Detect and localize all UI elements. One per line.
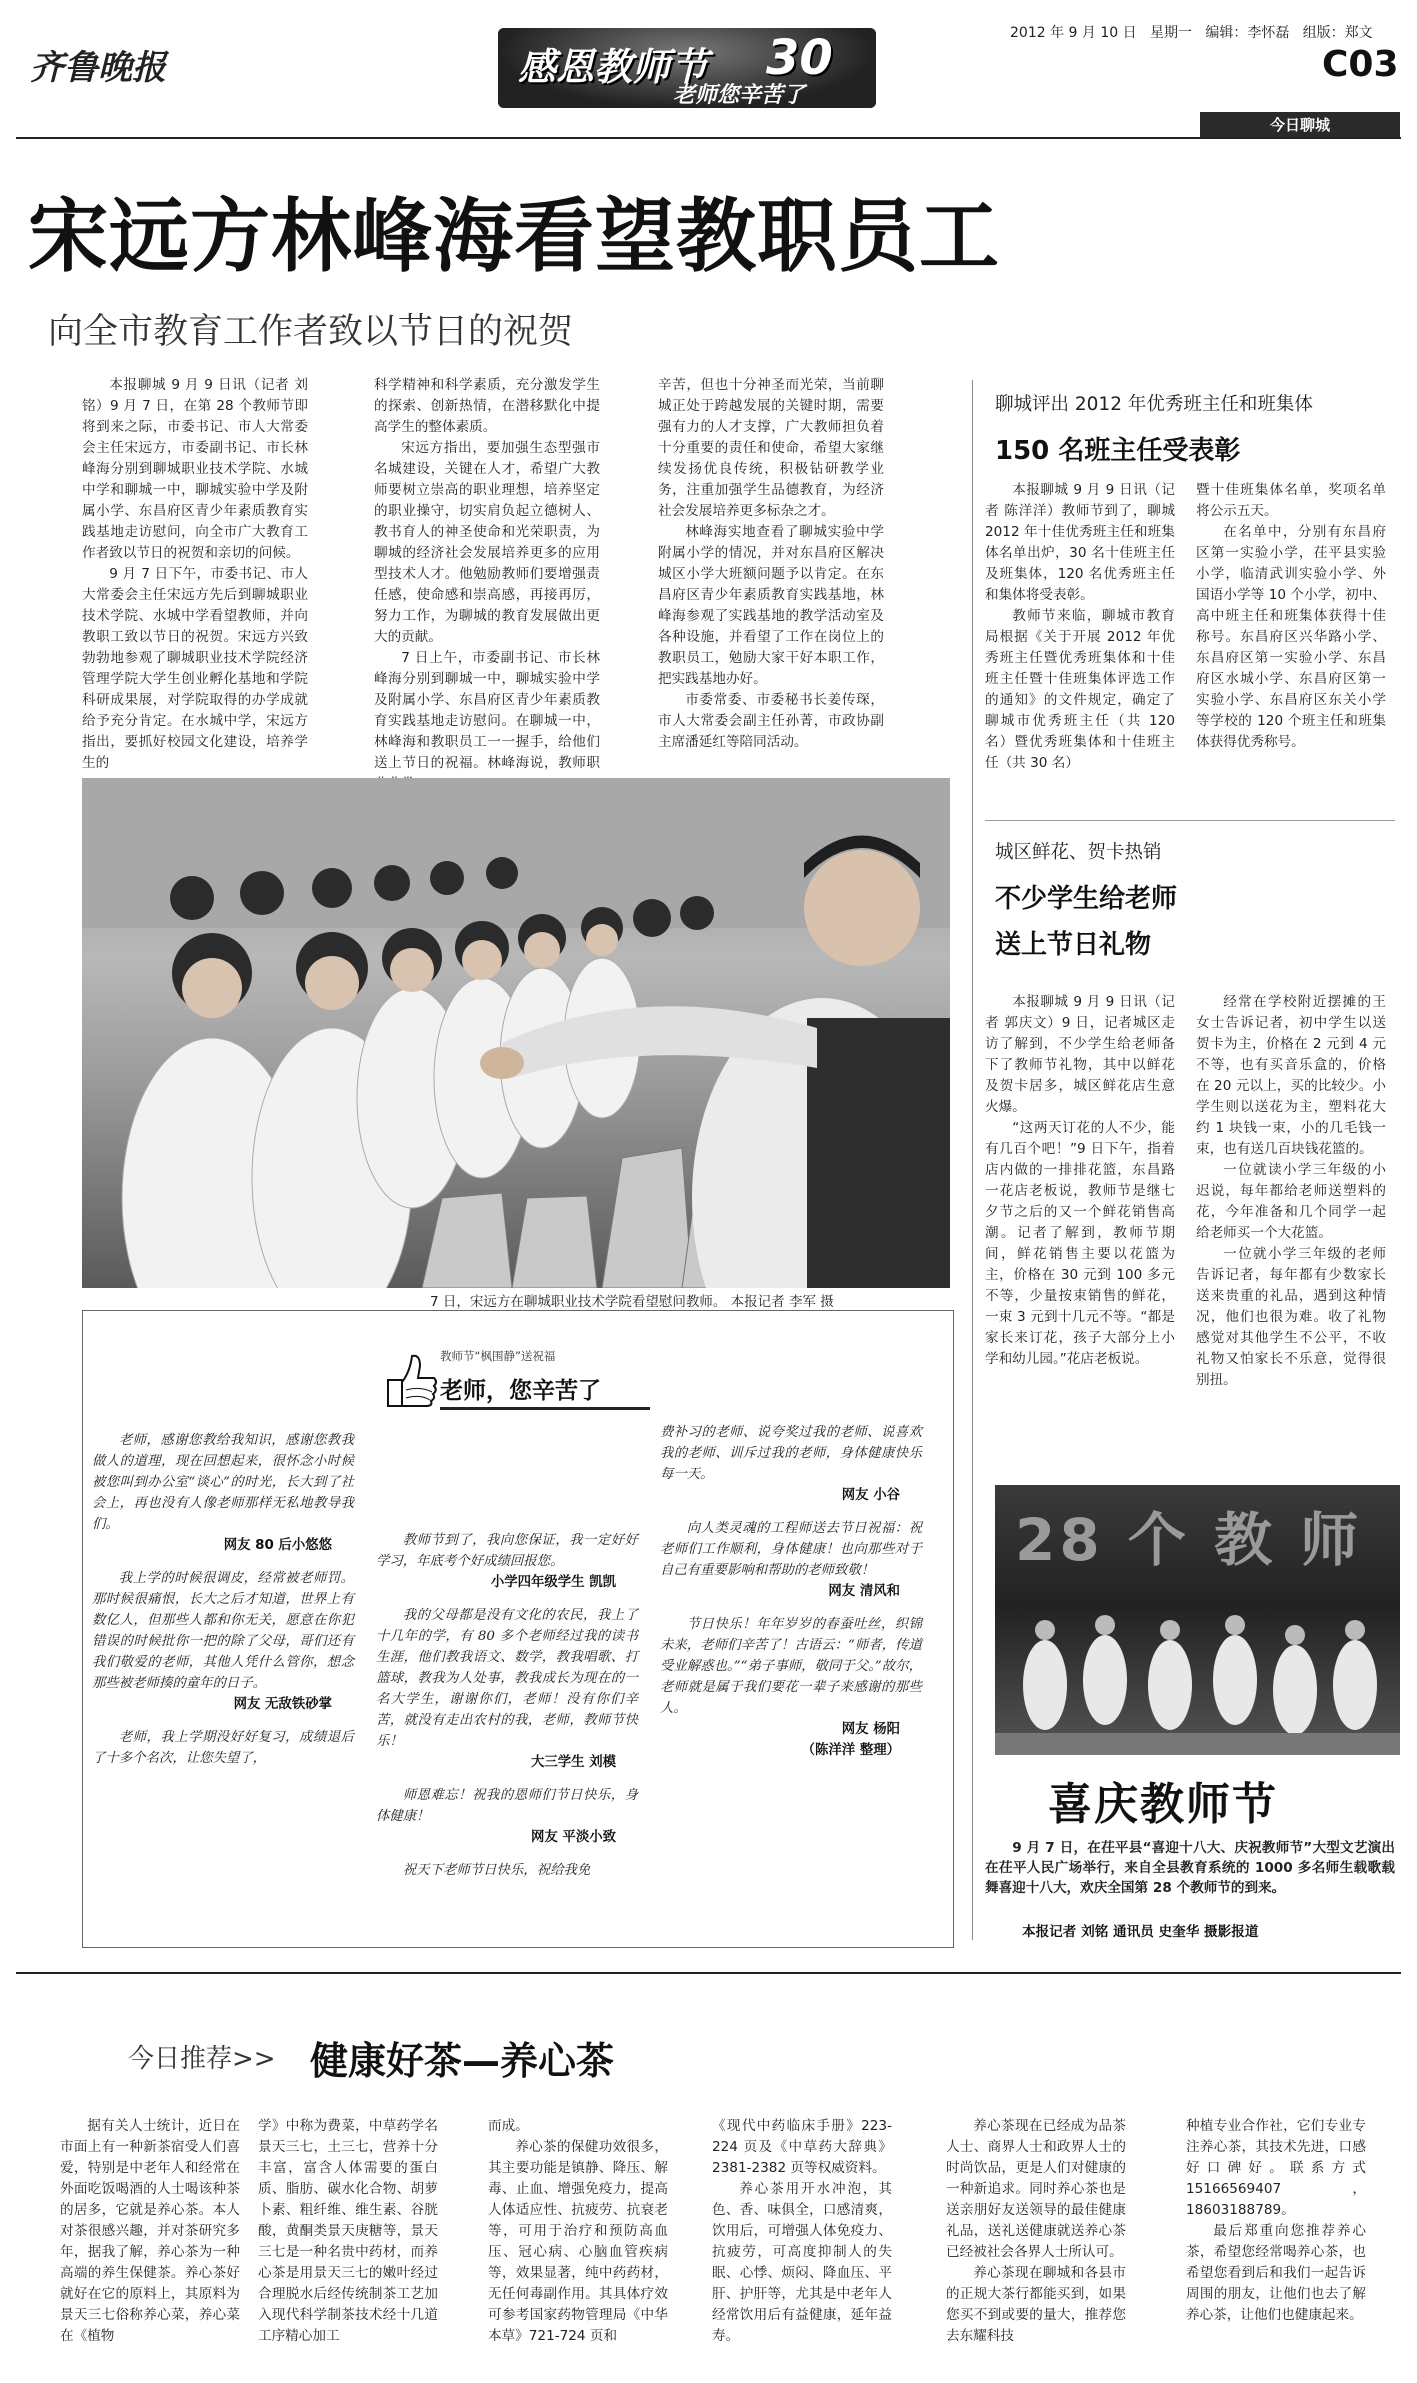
lead-photo: [82, 778, 950, 1288]
story-paragraph: “这两天订花的人不少，能有几百个吧！”9 日下午，指着店内做的一排排花篮，东昌路一花店老板说，教师节是继七夕节之后的又一个鲜花销售高潮。记者了解到，教师节期间，鲜花销售主要以花篮为主，价格在 30 元到 100 多元不等，少量按束销售的鲜花，一束 3 元到十几元不等。“都是家长来订花，孩子大部分上小学和幼儿园。”花店老板说。: [985, 1120, 1175, 1367]
story-paragraph: 经常在学校附近摆摊的王女士告诉记者，初中学生以送贺卡为主，价格在 2 元到 4 元不等，也有买音乐盒的，价格在 20 元以上，买的比较少。小学生则以送花为主，塑料花大约 1 块钱一束，小的几毛钱一束，也有送几百块钱花篮的。: [1196, 994, 1386, 1157]
lead-col-1: [82, 375, 308, 774]
tea-col-3: 而成。 养心茶的保健功效很多，其主要功能是镇静、降压、解毒、止血、增强免疫力，提高人体适应性、抗疲劳、抗衰老等，可用于治疗和预防高血压、冠心病、心脑血管疾病等，效果显著，纯中药药材，无任何毒副作用。其具体疗效可参考国家药物管理局《中华本草》721-724 页和: [488, 2118, 668, 2344]
lead-paragraph: 9 月 7 日下午，市委书记、市人大常委会主任宋远方先后到聊城职业技术学院、水城中学看望教师，并向教职工致以节日的祝贺。宋远方兴致勃勃地参观了聊城职业技术学院经济管理学院大学生创业孵化基地和学院科研成果展，对学院取得的办学成就给予充分肯定。在水城中学，宋远方指出，要抓好校园文化建设，培养学生的: [82, 566, 308, 771]
greeting-item: 祝天下老师节日快乐，祝给我免: [402, 1863, 591, 1878]
subheadline: 向全市教育工作者致以节日的祝贺: [48, 312, 574, 352]
tea-col-5: 养心茶现在已经成为品茶人士、商界人士和政界人士的时尚饮品，更是人们对健康的一种新追求。同时养心茶也是送亲朋好友送领导的最佳健康礼品，送礼送健康就送养心茶已经被社会各界人士所认可。 养心茶现在聊城和各县市的正规大茶行都能买到，如果您买不到或要的量大，推荐您去东耀科技: [946, 2118, 1126, 2344]
layout-credit: 组版：郑文: [1302, 25, 1373, 41]
lead-paragraph: 7 日上午，市委副书记、市长林峰海分别到聊城一中，聊城实验中学及附属小学、东昌府区青少年素质教育实践基地走访慰问。在聊城一中，林峰海和教职员工一一握手，给他们送上节日的祝福。林峰海说，教师职: [374, 650, 600, 771]
greetings-col-3: [660, 1422, 922, 1761]
story-paragraph: 本报聊城 9 月 9 日讯（记者 郭庆文）9 日，记者城区走访了解到，不少学生给老师备下了教师节礼物，其中以鲜花及贺卡居多，城区鲜花店生意火爆。: [985, 994, 1175, 1115]
story-paragraph: 9 月 7 日，在茌平县“喜迎十八大、庆祝教师节”大型文艺演出在茌平人民广场举行，来自全县教育系统的 1000 多名师生载歌载舞喜迎十八大，欢庆全国第 28 个教师节的到来。: [985, 1840, 1395, 1896]
performance-photo: [995, 1485, 1400, 1755]
greeting-item: 教师节到了，我向您保证，我一定好好学习，年底考个好成绩回报您。 小学四年级学生 凯凯: [376, 1533, 638, 1590]
greeting-item: 我的父母都是没有文化的农民，我上了十几年的学，有 80 多个老师经过我的读书生涯，他们教我语文、数学，教我唱歌、打篮球，教我为人处事，教我成长为现在的一名大学生，谢谢你们，老师！没有你们辛苦，就没有走出农村的我，老师，教师节快乐！ 大三学生 刘模: [376, 1608, 638, 1770]
greeting-item: 向人类灵魂的工程师送去节日祝福：祝老师们工作顺利，身体健康！也向那些对于自己有重要影响和帮助的老师致敬！ 网友 清风和: [660, 1521, 922, 1599]
lead-col-2: [374, 375, 600, 795]
greeting-item: 老师，我上学期没好好复习，成绩退后了十多个名次，让您失望了，: [92, 1730, 354, 1766]
story-title: 不少学生给老师: [995, 884, 1178, 914]
greeting-item: 费补习的老师、说夸奖过我的老师、说喜欢我的老师、训斥过我的老师，身体健康快乐每一天。 网友 小谷: [660, 1425, 922, 1503]
story-title: 150 名班主任受表彰: [995, 436, 1241, 466]
recommend-title: 健康好茶—养心茶: [310, 2039, 615, 2083]
section-tab: [1200, 112, 1400, 138]
greetings-col-1: [92, 1430, 354, 1769]
story-paragraph: 在名单中，分别有东昌府区第一实验小学，茌平县实验小学，临清武训实验小学、外国语小学等 10 个小学，初中、高中班主任和班集体获得十佳称号。东昌府区兴华路小学、东昌府区第一实验小学、东昌府区水城小学、东昌府区第一实验小学、东昌府区东关小学等学校的 120 个班主任和班集体获得优秀称号。: [1196, 524, 1386, 750]
greetings-sponsor: 教师节“枫围静”送祝福: [440, 1349, 556, 1363]
story-paragraph: 一位就小学三年级的老师告诉记者，每年都有少数家长送来贵重的礼品，遇到这种情况，他们也很为难。收了礼物感觉对其他学生不公平，不收礼物又怕家长不乐意，觉得很别扭。: [1196, 1246, 1386, 1388]
tea-col-4: 《现代中药临床手册》223-224 页及《中草药大辞典》2381-2382 页等权威资料。 养心茶用开水冲泡，其色、香、味俱全，口感清爽，饮用后，可增强人体免疫力、抗疲劳，可高度抑制人的失眠、心悸、烦闷、降血压、平肝、护肝等，尤其是中老年人经常饮用后有益健康，延年益寿。: [712, 2118, 892, 2344]
tea-col-1: 据有关人士统计，近日在市面上有一种新茶宿受人们喜爱，特别是中老年人和经常在外面吃饭喝酒的人士喝该种茶的居多，它就是养心茶。本人对茶很感兴趣，并对茶研究多年，据我了解，养心茶为一种高端的养生保健茶。养心茶好就好在它的原料上，其原料为景天三七俗称养心菜，养心菜在《植物: [60, 2118, 240, 2344]
tea-col-6: 种植专业合作社，它们专业专注养心茶，其技术先进，口感好口碑好。联系方式 15166569407，18603188789。 最后郑重向您推荐养心茶，希望您经常喝养心茶，也希望您看到后和我们一起告诉周围的朋友，让他们也去了解养心茶，让他们也健康起来。: [1186, 2118, 1366, 2323]
gift-col-1: [985, 992, 1175, 1370]
page-code: C03: [1322, 44, 1399, 85]
lead-paragraph: 林峰海实地查看了聊城实验中学附属小学的情况，并对东昌府区解决城区小学大班额问题予以肯定。在东昌府区青少年素质教育实践基地，林峰海参观了实践基地的教学活动室及各种设施，并看望了工作在岗位上的教职员工，勉励大家干好本职工作，把实践基地办好。: [658, 524, 884, 687]
lead-paragraph: 宋远方指出，要加强生态型强市名城建设，关键在人才，希望广大教师要树立崇高的职业理想，培养坚定的职业操守，切实肩负起立德树人、教书育人的神圣使命和光荣职责，为聊城的经济社会发展培养更多的应用型技术人才。他勉励教师们要增强责任感，使命感和崇高感，再接再厉，努力工作，为聊城的教育发展做出更大的贡献。: [374, 440, 600, 645]
story-paragraph: 教师节来临，聊城市教育局根据《关于开展 2012 年优秀班主任暨优秀班集体和十佳班主任暨十佳班集体评选工作的通知》的文件规定，确定了聊城市优秀班主任（共 120 名）暨优秀班集体和十佳班主任（共 30 名）: [985, 608, 1175, 771]
editor: 编辑：李怀磊: [1205, 25, 1290, 41]
greetings-title: 老师，您辛苦了: [440, 1378, 601, 1404]
paper-logo: 齐鲁晚报: [30, 48, 166, 88]
greeting-item: 我上学的时候很调皮，经常被老师罚。那时候很痛恨，长大之后才知道，世界上有数亿人，但那些人都和你无关，愿意在你犯错误的时候批你一把的除了父母，哥们还有我们敬爱的老师，其他人凭什么管你，想念那些被老师揍的童年的日子。 网友 无敌铁砂掌: [92, 1571, 354, 1712]
lead-paragraph: 市委常委、市委秘书长姜传琛，市人大常委会副主任孙菁，市政协副主席潘延红等陪同活动。: [658, 692, 884, 750]
photo-credit: 本报记者 刘铭 通讯员 史奎华 摄影报道: [1022, 1924, 1259, 1940]
gift-col-2: [1196, 992, 1386, 1391]
story-kicker: 聊城评出 2012 年优秀班主任和班集体: [995, 394, 1313, 415]
lead-col-3: [658, 375, 884, 753]
story-paragraph: 暨十佳班集体名单，奖项名单将公示五天。: [1196, 482, 1386, 519]
award-col-1: [985, 480, 1175, 774]
photo-overlay-text: 28 个 教 师: [1015, 1506, 1363, 1574]
story-paragraph: 一位就读小学三年级的小迟说，每年都给老师送塑料的花，今年准备和几个同学一起给老师买一个大花篮。: [1196, 1162, 1386, 1241]
headline: 宋远方林峰海看望教职员工: [28, 190, 1000, 283]
banner-sub: 老师您辛苦了: [673, 83, 806, 108]
issue-date: 2012 年 9 月 10 日: [1010, 25, 1137, 41]
lead-paragraph: 本报聊城 9 月 9 日讯（记者 刘铭）9 月 7 日，在第 28 个教师节即将到来之际，市委书记、市人大常委会主任宋远方，市委副书记、市长林峰海分别到聊城职业技术学院、水城中学和聊城一中，聊城实验中学及附属小学、东昌府区青少年素质教育实践基地走访慰问，向全市广大教育工作者致以节日的祝贺和亲切的问候。: [82, 377, 308, 561]
masthead: [0, 0, 1417, 138]
thumbs-up-icon: [380, 1350, 440, 1410]
holiday-banner: [498, 28, 876, 108]
greeting-item: 节日快乐！年年岁岁的春蚕吐丝，织锦未来，老师们辛苦了！古语云：“师者，传道受业解惑也。”“弟子事师，敬同于父。”故尔，老师就是属于我们要花一辈子来感谢的那些人。 网友 杨阳 （陈洋洋 整理）: [660, 1617, 922, 1758]
story-paragraph: 本报聊城 9 月 9 日讯（记者 陈洋洋）教师节到了，聊城 2012 年十佳优秀班主任和班集体名单出炉，30 名十佳班主任及班集体，120 名优秀班主任和集体将受表彰。: [985, 482, 1175, 603]
banner-number: 30: [766, 30, 833, 86]
tea-col-2: 学》中称为费菜，中草药学名景天三七，土三七，营养十分丰富，富含人体需要的蛋白质、脂肪、碳水化合物、胡萝卜素、粗纤维、维生素、谷胱酸，黄酮类景天庚糖等，景天三七是一种名贵中药材，而养心茶是用景天三七的嫩叶经过合理脱水后经传统制茶工艺加入现代科学制茶技术经十几道工序精心加工: [258, 2118, 438, 2344]
issue-weekday: 星期一: [1149, 25, 1192, 41]
greeting-item: 老师，感谢您教给我知识，感谢您教我做人的道理，现在回想起来，很怀念小时候被您叫到办公室“谈心”的时光，长大到了社会上，再也没有人像老师那样无私地教导我们。 网友 80 后小悠悠: [92, 1433, 354, 1553]
award-col-2: [1196, 480, 1386, 753]
story-title: 喜庆教师节: [1048, 1779, 1278, 1830]
recommend-label: 今日推荐>>: [128, 2044, 276, 2074]
story-kicker: 城区鲜花、贺卡热销: [995, 842, 1162, 863]
dancers-shapes: [995, 1485, 1400, 1755]
lead-paragraph: 科学精神和科学素质，充分激发学生的探索、创新热情，在潜移默化中提高学生的整体素质。: [374, 377, 600, 435]
section-label: 今日聊城: [1269, 116, 1330, 134]
greeting-item: 师恩难忘！祝我的恩师们节日快乐，身体健康！ 网友 平淡小致: [376, 1788, 638, 1845]
greetings-col-2: [376, 1530, 638, 1881]
lead-photo-caption: 7 日，宋远方在聊城职业技术学院看望慰问教师。 本报记者 李军 摄: [430, 1294, 834, 1310]
story-title: 送上节日礼物: [995, 930, 1152, 960]
photo-shapes: [82, 778, 950, 1288]
banner-main: 感恩教师节: [518, 45, 709, 89]
lead-paragraph: 辛苦，但也十分神圣而光荣，当前聊城正处于跨越发展的关键时期，需要强有力的人才支撑，广大教师担负着十分重要的责任和使命，希望大家继续发扬优良传统，积极钻研教学业务，注重加强学生品德教育，为经济社会发展培养更多标杂之才。: [658, 377, 884, 519]
